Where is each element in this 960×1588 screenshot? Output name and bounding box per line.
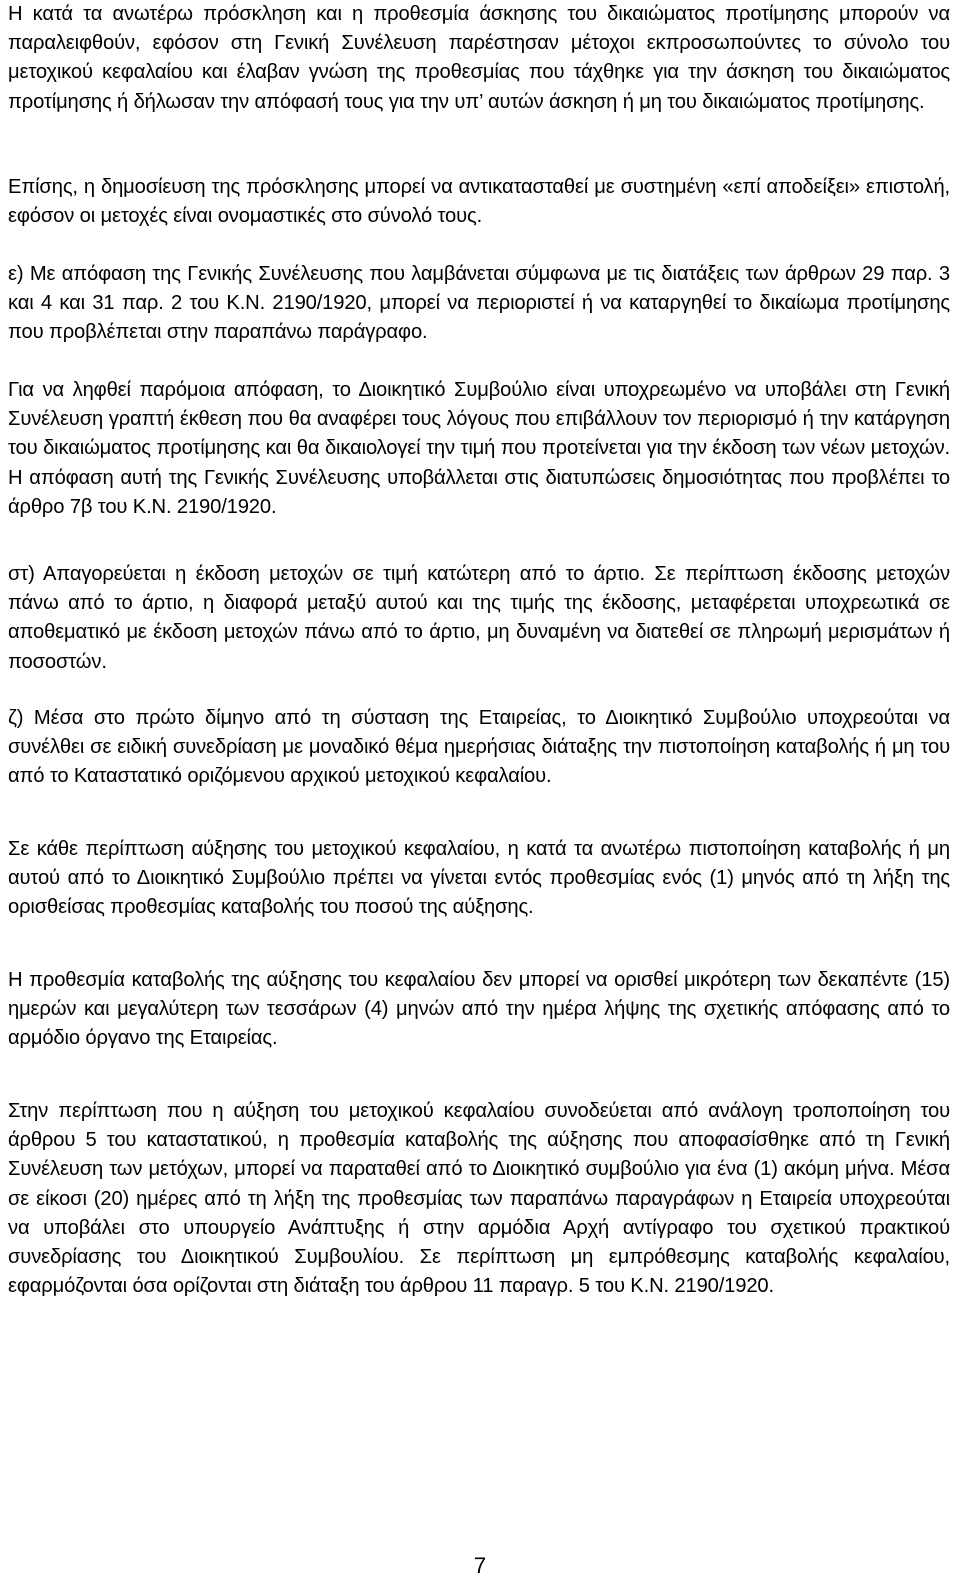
paragraph-z-board-meeting: ζ) Μέσα στο πρώτο δίμηνο από τη σύσταση της Εταιρείας, το Διοικητικό Συμβούλιο υποχρεούται να συνέλθει σε ειδική συνεδρίαση με μοναδικό θέμα ημερήσιας διάταξης την πιστοποίηση καταβολής ή μη του από το Καταστατικό οριζόμενου αρχικού μετοχικού κεφαλαίου. [8, 707, 950, 788]
paragraph-st-issue-price: στ) Απαγορεύεται η έκδοση μετοχών σε τιμή κατώτερη από το άρτιο. Σε περίπτωση έκδοσης μετοχών πάνω από το άρτιο, η διαφορά μεταξύ αυτού και της τιμής της έκδοσης, μεταφέρεται υποχρεωτικά σε αποθεματικό με έκδοση μετοχών πάνω από το άρτιο, μη δυναμένη να διατεθεί σε πληρωμή μερισμάτων ή ποσοστών. [8, 563, 950, 673]
paragraph-deadline-extension: Στην περίπτωση που η αύξηση του μετοχικού κεφαλαίου συνοδεύεται από ανάλογη τροποποίηση του άρθρου 5 του καταστατικού, η προθεσμία καταβολής της αύξησης που αποφασίσθηκε από τη Γενική Συνέλευση των μετόχων, μπορεί να παραταθεί από το Διοικητικό συμβούλιο για ένα (1) ακόμη μήνα. Μέσα σε είκοσι (20) ημέρες από τη λήξη της προθεσμίας των παραπάνω παραγράφων η Εταιρεία υποχρεούται να υποβάλει στο υπουργείο Ανάπτυξης ή στην αρμόδια Αρχή αντίγραφο του σχετικού πρακτικού συνεδρίασης του Διοικητικού Συμβουλίου. Σε περίπτωση μη εμπρόθεσμης καταβολής κεφαλαίου, εφαρμόζονται όσα ορίζονται στη διάταξη του άρθρου 11 παραγρ. 5 του Κ.Ν. 2190/1920. [8, 1100, 950, 1298]
paragraph-board-report: Για να ληφθεί παρόμοια απόφαση, το Διοικητικό Συμβούλιο είναι υποχρεωμένο να υποβάλει στη Γενική Συνέλευση γραπτή έκθεση που θα αναφέρει τους λόγους που επιβάλλουν τον περιορισμό ή την κατάργηση του δικαιώματος προτίμησης και θα δικαιολογεί την τιμή που προτείνεται για την έκδοση των νέων μετοχών. Η απόφαση αυτή της Γενικής Συνέλευσης υποβάλλεται στις διατυπώσεις δημοσιότητας που προβλέπει το άρθρο 7β του Κ.Ν. 2190/1920. [8, 379, 950, 518]
page-number: 7 [473, 1553, 487, 1578]
paragraph-e-restriction: ε) Με απόφαση της Γενικής Συνέλευσης που λαμβάνεται σύμφωνα με τις διατάξεις των άρθρων 29 παρ. 3 και 4 και 31 παρ. 2 του Κ.Ν. 2190/1920, μπορεί να περιοριστεί ή να καταργηθεί το δικαίωμα προτίμησης που προβλέπεται στην παραπάνω παράγραφο. [8, 263, 950, 344]
paragraph-payment-certification: Σε κάθε περίπτωση αύξησης του μετοχικού κεφαλαίου, η κατά τα ανωτέρω πιστοποίηση καταβολής ή μη αυτού από το Διοικητικό Συμβούλιο πρέπει να γίνεται εντός προθεσμίας ενός (1) μηνός από τη λήξη της ορισθείσας προθεσμίας καταβολής του ποσού της αύξησης. [8, 838, 950, 919]
paragraph-invitation-waiver: Η κατά τα ανωτέρω πρόσκληση και η προθεσμία άσκησης του δικαιώματος προτίμησης μπορούν να παραλειφθούν, εφόσον στη Γενική Συνέλευση παρέστησαν μέτοχοι εκπροσωπούντες το σύνολο του μετοχικού κεφαλαίου και έλαβαν γνώση της προθεσμίας που τάχθηκε για την άσκηση του δικαιώματος προτίμησης ή δήλωσαν την απόφασή τους για την υπ’ αυτών άσκηση ή μη του δικαιώματος προτίμησης. [8, 3, 950, 113]
paragraph-payment-deadline: Η προθεσμία καταβολής της αύξησης του κεφαλαίου δεν μπορεί να ορισθεί μικρότερη των δεκαπέντε (15) ημερών και μεγαλύτερη των τεσσάρων (4) μηνών από την ημέρα λήψης της σχετικής απόφασης από το αρμόδιο όργανο της Εταιρείας. [8, 969, 950, 1050]
paragraph-registered-letter: Επίσης, η δημοσίευση της πρόσκλησης μπορεί να αντικατασταθεί με συστημένη «επί αποδείξει» επιστολή, εφόσον οι μετοχές είναι ονομαστικές στο σύνολό τους. [8, 176, 950, 228]
